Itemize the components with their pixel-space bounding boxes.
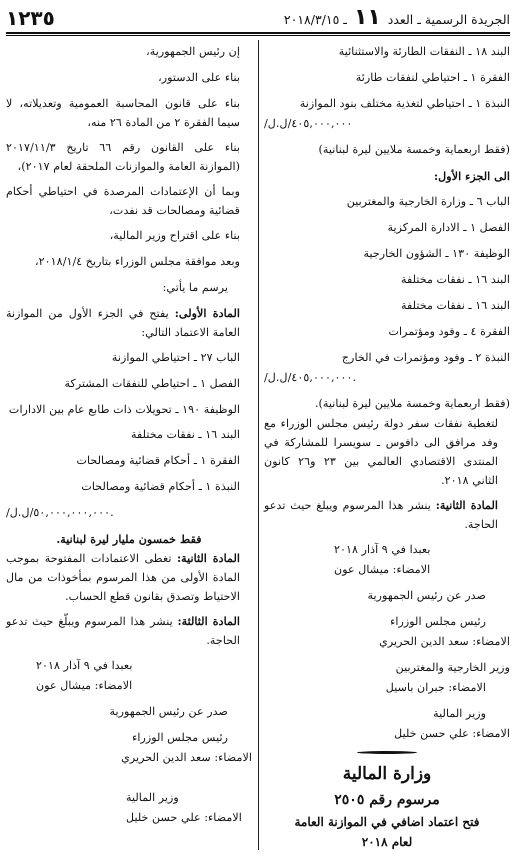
decree-number: مرسوم رقم ٢٥٠٥ (334, 792, 440, 808)
article-label: المادة الثانية: (177, 551, 240, 565)
decree-subject-year: لعام ٢٠١٨ (361, 835, 413, 849)
column-divider (258, 40, 259, 850)
article-label: المادة الثالثة: (177, 614, 240, 628)
article-text: تغطى الاعتمادات المفتوحة بموجب المادة الأولى من هذا المرسوم بمأخوذات من مال الاحتياط وتصدق بقانون قطع الحساب. (6, 552, 240, 603)
preamble-paragraph: بناء على القانون رقم ٦٦ تاريخ ٢٠١٧/١١/٣ (الموازنة العامة والموازنات الملحقة لعام ٢٠١٧)، (6, 141, 241, 173)
issue-date: ـ ٢٠١٨/٣/١٥ (283, 12, 347, 27)
article-label: المادة الأولى: (174, 306, 240, 320)
signature: الامضاء: سعد الدين الحريري (379, 635, 510, 648)
amount-line: /٥٠,٠٠٠,٠٠٠,٠٠٠/ل.ل. (6, 506, 114, 519)
gazette-title (284, 5, 510, 30)
paragraph: لتغطية نفقات سفر دولة رئيس مجلس الوزراء مع وفد مرافق الى دافوس ـ سويسرا للمشاركة في المنتدى الاقتصادي العالمي بين ٢٣ و٢٦ كانون الثاني ٢٠١٨. (264, 417, 499, 487)
place-date: بعبدا في ٩ آذار ٢٠١٨ (36, 659, 133, 672)
budget-line: الباب ٢٧ ـ احتياطي الموازنة (111, 351, 240, 364)
preamble-line: بناء على اقتراح وزير المالية، (109, 229, 240, 242)
preamble-line: إن رئيس الجمهورية، (146, 45, 240, 58)
amount-words: (فقط اربعماية وخمسة ملايين ليرة لبنانية) (318, 143, 510, 156)
signature: الامضاء: ميشال عون (36, 679, 133, 692)
divider-ornament (264, 744, 510, 760)
page-header (6, 4, 510, 30)
budget-line: الفقرة ١ ـ أحكام قضائية ومصالحات (76, 454, 240, 467)
budget-line: البند ١٨ ـ النفقات الطارئة والاستثنائية (338, 45, 510, 58)
article-two (6, 549, 252, 606)
amount-words: فقط خمسون مليار ليرة لبنانية. (56, 532, 202, 546)
budget-line: الباب ٦ ـ وزارة الخارجية والمغتربين (346, 195, 510, 208)
amount-line: /٤٠٥,٠٠٠,٠٠٠/ل.ل. (264, 371, 357, 384)
budget-line: الفصل ١ ـ الادارة المركزية (387, 221, 510, 234)
issued-by: صدر عن رئيس الجمهورية (109, 705, 228, 718)
page-number: ١٢٣٥ (6, 6, 55, 30)
preamble-line: وبعد موافقة مجلس الوزراء بتاريخ ٢٠١٨/١/٤، (35, 255, 240, 268)
signature: الامضاء: علي حسن خليل (394, 727, 510, 740)
budget-line: البند ١٦ ـ نفقات مختلفة (400, 299, 510, 312)
article-text: يفتح في الجزء الأول من الموازنة العامة الاعتماد التالي: (6, 307, 240, 339)
issued-by: صدر عن رئيس الجمهورية (367, 589, 486, 602)
article-three (6, 612, 252, 650)
official-title: وزير الخارجية والمغتربين (395, 661, 510, 674)
amount-line: /٤٠٥,٠٠٠,٠٠٠/ل.ل (264, 117, 353, 130)
budget-line: الفقرة ٤ ـ وفود ومؤتمرات (388, 325, 510, 338)
signature: الامضاء: ميشال عون (334, 563, 431, 576)
preamble-paragraph: وبما أن الإعتمادات المرصدة في احتياطي أحكام قضائية ومصالحات قد نفدت، (6, 185, 240, 217)
signature: الامضاء: جبران باسيل (385, 681, 486, 694)
article-two (264, 496, 510, 534)
article-one (6, 304, 252, 342)
header-rule (6, 32, 510, 34)
budget-line: النبذة ١ ـ أحكام قضائية ومصالحات (81, 480, 240, 493)
right-column (264, 42, 510, 852)
budget-line: النبذة ٢ ـ وفود ومؤتمرات في الخارج (341, 351, 510, 364)
signature: الامضاء: سعد الدين الحريري (121, 751, 252, 764)
budget-line: البند ١٦ ـ نفقات مختلفة (400, 273, 510, 286)
budget-line: الفصل ١ ـ احتياطي للنفقات المشتركة (64, 377, 240, 390)
official-title: وزير المالية (433, 707, 486, 720)
place-date: بعبدا في ٩ آذار ٢٠١٨ (334, 543, 431, 556)
budget-line: الوظيفة ١٣٠ ـ الشؤون الخارجية (363, 247, 510, 260)
official-title: رئيس مجلس الوزراء (132, 731, 228, 744)
issue-number: ١١ (353, 5, 381, 30)
signature: الامضاء: علي حسن خليل (126, 811, 242, 824)
official-title: رئيس مجلس الوزراء (390, 615, 486, 628)
preamble-line: بناء على الدستور، (158, 71, 240, 84)
left-column (6, 42, 252, 828)
section-heading: الى الجزء الأول: (434, 169, 510, 183)
budget-line: الفقرة ١ ـ احتياطي لنفقات طارئة (355, 71, 510, 84)
budget-line: الوظيفة ١٩٠ ـ تحويلات ذات طابع عام بين الادارات (8, 403, 240, 416)
article-label: المادة الثانية: (435, 498, 498, 512)
gazette-name: الجريدة الرسمية ـ العدد (387, 12, 510, 27)
decree-subject: فتح اعتماد اضافي في الموازنة العامة (294, 815, 480, 829)
budget-line: البند ١٦ ـ نفقات مختلفة (130, 428, 240, 441)
article-text: ينشر هذا المرسوم ويبلغ حيث تدعو الحاجة. (264, 499, 498, 531)
ministry-heading: وزارة المالية (342, 764, 432, 784)
budget-line: النبذة ١ ـ احتياطي لتغذية مختلف بنود الموازنة (299, 97, 510, 110)
header-rule-thin (6, 35, 510, 36)
preamble-line: يرسم ما يأتي: (162, 281, 228, 294)
article-text: ينشر هذا المرسوم ويبلّغ حيث تدعو الحاجة. (6, 615, 240, 647)
official-title: وزير المالية (126, 791, 179, 804)
preamble-paragraph: بناء على قانون المحاسبة العمومية وتعديلاته، لا سيما الفقرة ٢ من المادة ٢٦ منه، (6, 97, 240, 129)
amount-words: (فقط اربعماية وخمسة ملايين ليرة لبنانية). (314, 397, 510, 410)
